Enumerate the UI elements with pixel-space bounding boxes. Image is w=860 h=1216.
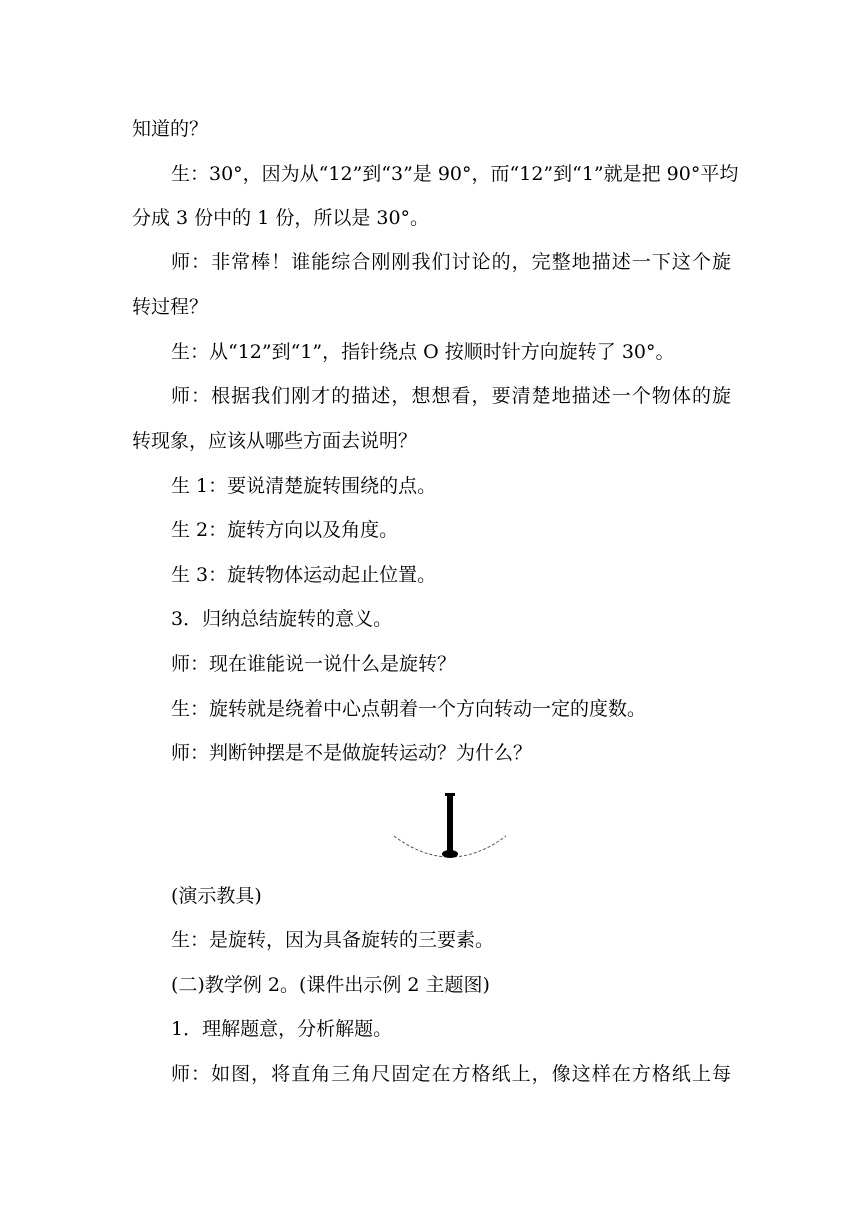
paragraph-line: 师：现在谁能说一说什么是旋转？	[171, 653, 457, 675]
paragraph-line: 转过程？	[132, 296, 209, 318]
paragraph-line: 师：判断钟摆是不是做旋转运动？为什么？	[171, 742, 533, 764]
paragraph-line: 师：根据我们刚才的描述，想想看，要清楚地描述一个物体的旋	[171, 385, 731, 407]
paragraph-line: 师：非常棒！谁能综合刚刚我们讨论的，完整地描述一下这个旋	[171, 251, 731, 273]
paragraph-line: 生：是旋转，因为具备旋转的三要素。	[171, 929, 495, 951]
pendulum-figure	[390, 786, 510, 866]
paragraph-line: 生 2：旋转方向以及角度。	[171, 519, 399, 541]
paragraph-line: 生：从“12”到“1”，指针绕点 O 按顺时针方向旋转了 30°。	[171, 341, 675, 363]
section-heading: 1．理解题意，分析解题。	[171, 1018, 393, 1040]
pendulum-rod	[447, 794, 453, 854]
paragraph-line: 生 3：旋转物体运动起止位置。	[171, 564, 437, 586]
paragraph-line: 知道的？	[132, 118, 209, 140]
pendulum-icon	[390, 786, 510, 866]
paragraph-line: 师：如图，将直角三角尺固定在方格纸上，像这样在方格纸上每	[171, 1063, 731, 1085]
section-heading: (二)教学例 2。(课件出示例 2 主题图)	[171, 974, 490, 996]
paragraph-line: (演示教具)	[171, 885, 262, 907]
paragraph-line: 转现象，应该从哪些方面去说明？	[132, 430, 418, 452]
paragraph-line: 分成 3 份中的 1 份，所以是 30°。	[132, 207, 430, 229]
paragraph-line: 生 1：要说清楚旋转围绕的点。	[171, 475, 437, 497]
section-heading: 3．归纳总结旋转的意义。	[171, 608, 393, 630]
paragraph-line: 生：旋转就是绕着中心点朝着一个方向转动一定的度数。	[171, 698, 647, 720]
paragraph-line: 生：30°，因为从“12”到“3”是 90°，而“12”到“1”就是把 90°平均	[171, 163, 739, 185]
pendulum-bob	[442, 850, 458, 858]
